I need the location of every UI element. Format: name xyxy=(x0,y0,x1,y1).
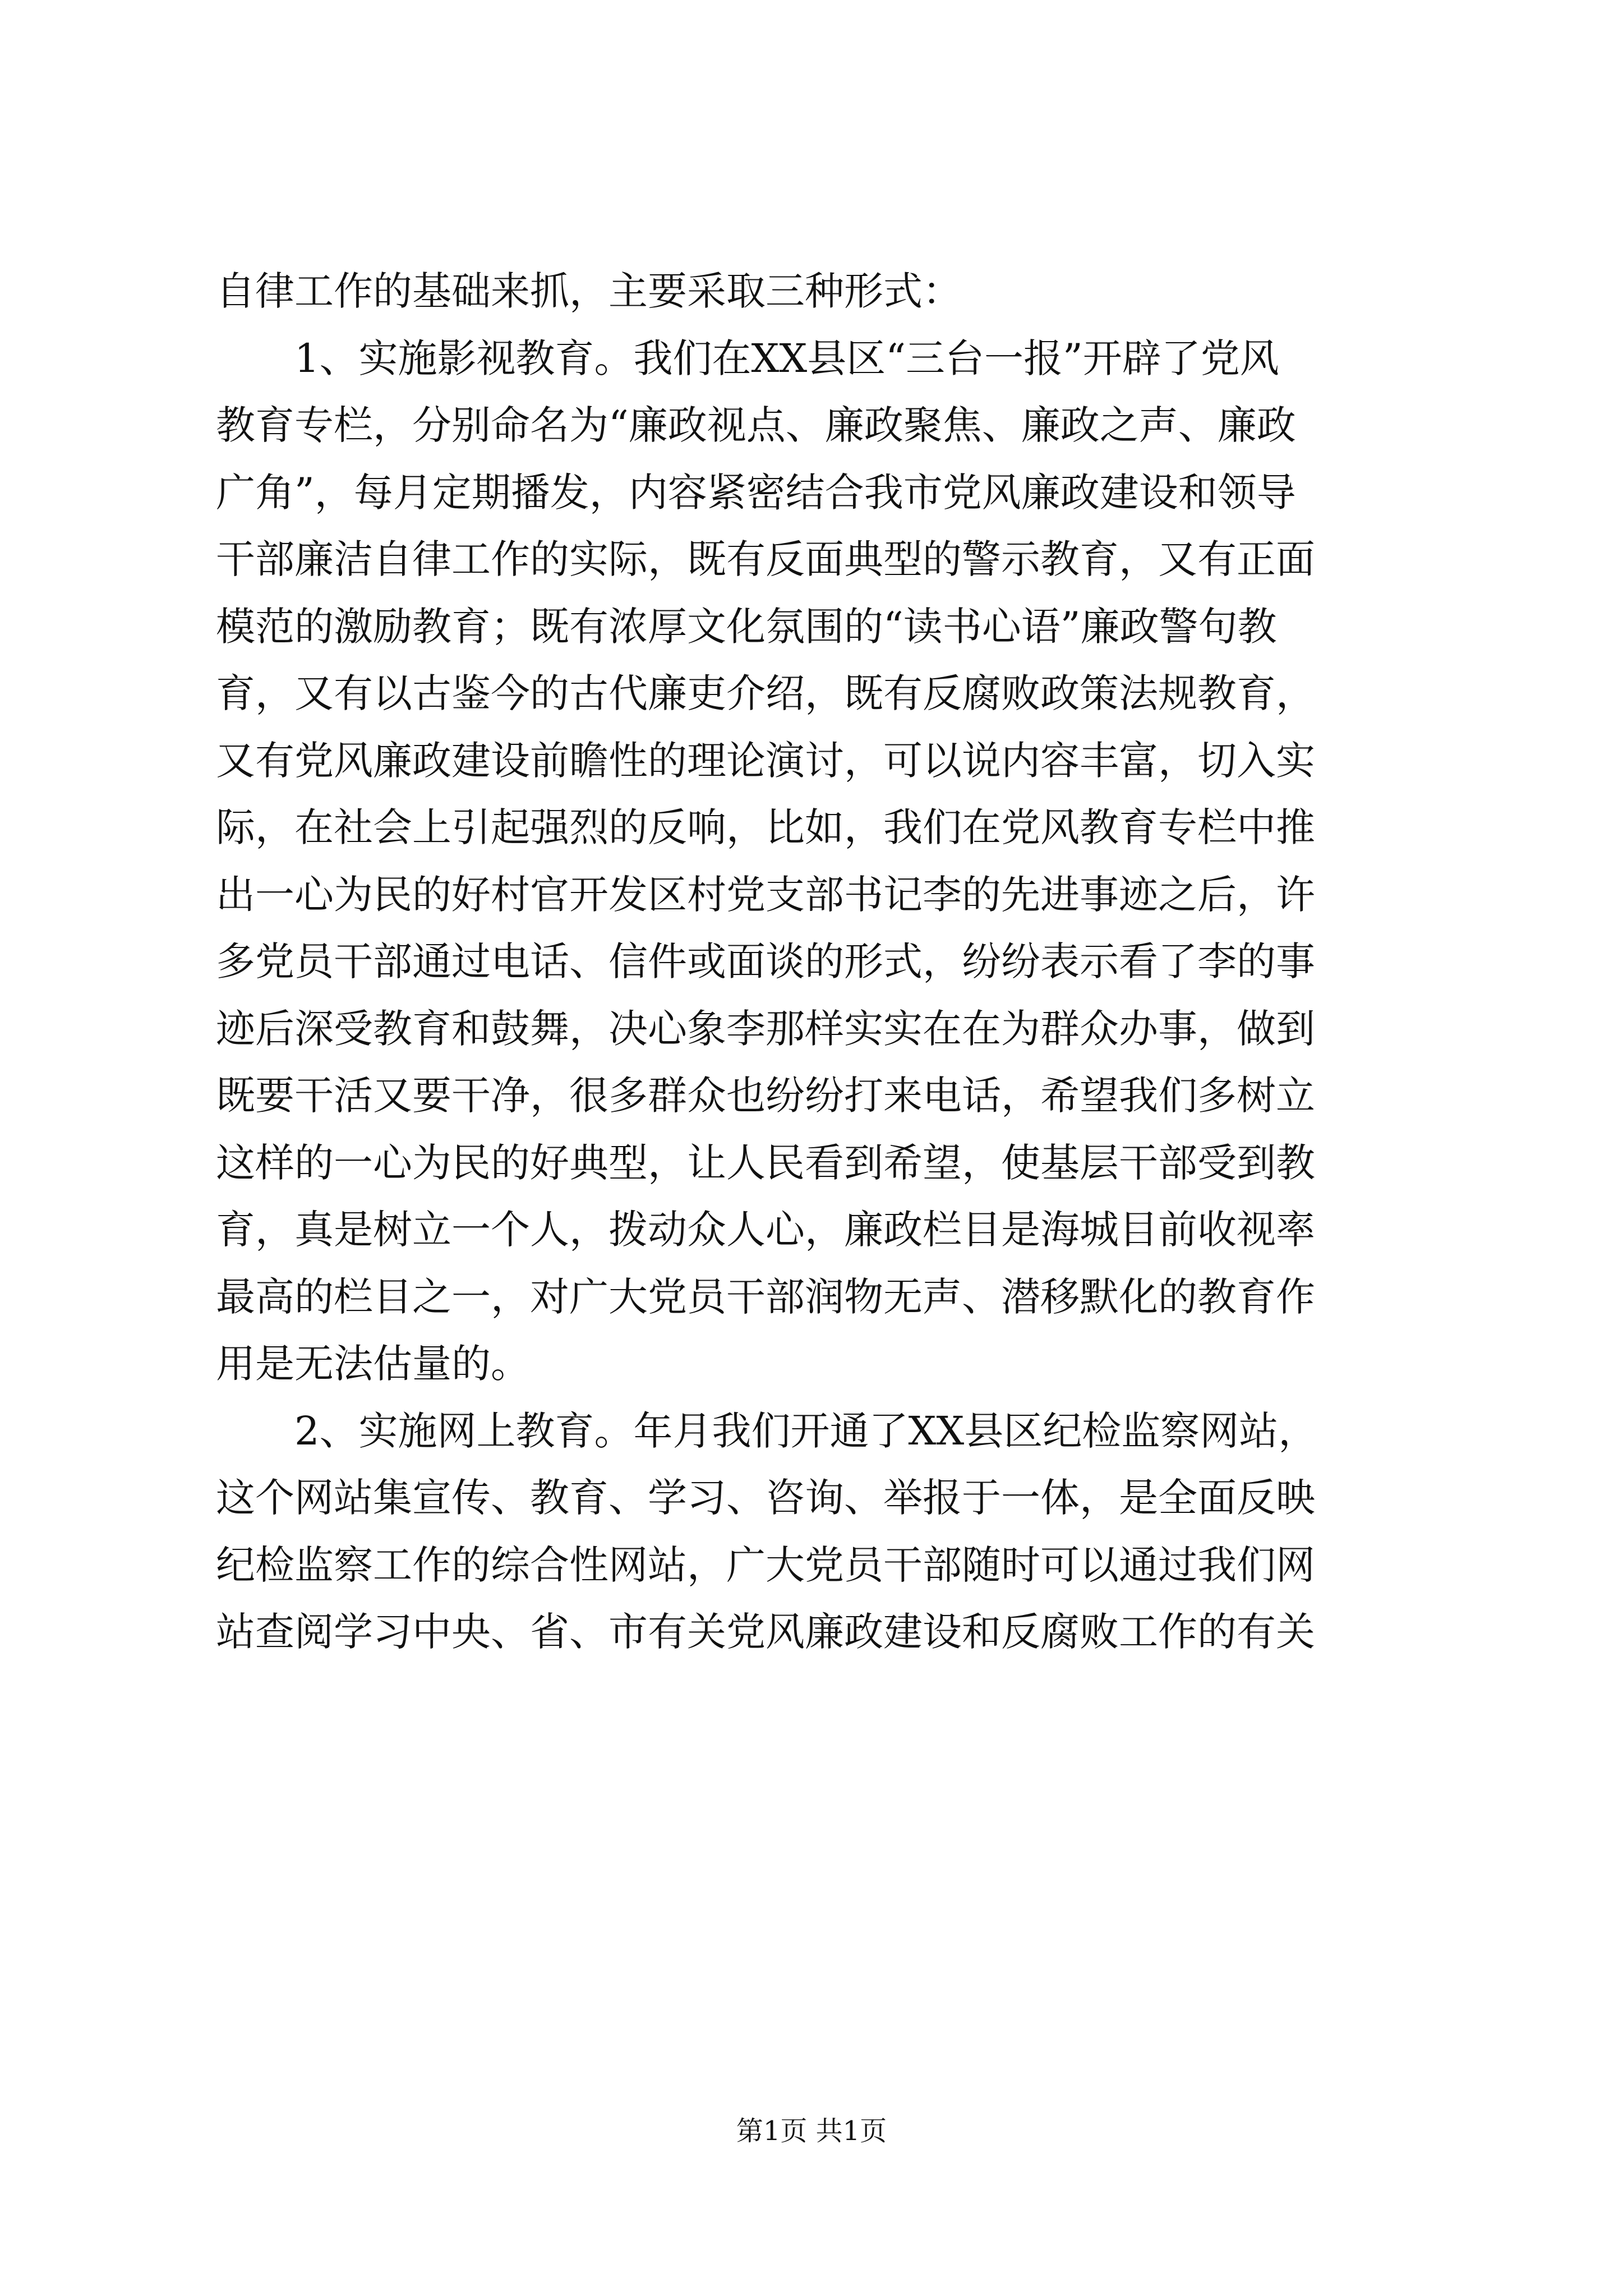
document-body xyxy=(216,258,1410,1666)
text-line: 这样的一心为民的好典型，让人民看到希望，使基层干部受到教 xyxy=(216,1139,1315,1186)
text-line: 育，真是树立一个人，拨动众人心，廉政栏目是海城目前收视率 xyxy=(216,1207,1315,1253)
text-line: 迹后深受教育和鼓舞，决心象李那样实实在在为群众办事，做到 xyxy=(216,1005,1315,1052)
text-line: 教育专栏，分别命名为“廉政视点、廉政聚焦、廉政之声、廉政 xyxy=(216,402,1296,448)
text-line: 际，在社会上引起强烈的反响，比如，我们在党风教育专栏中推 xyxy=(216,804,1315,850)
text-line: 2、实施网上教育。年月我们开通了XX县区纪检监察网站， xyxy=(216,1407,1318,1454)
text-line: 1、实施影视教育。我们在XX县区“三台一报”开辟了党风 xyxy=(216,335,1279,381)
page-footer xyxy=(0,2109,1623,2148)
text-line: 多党员干部通过电话、信件或面谈的形式，纷纷表示看了李的事 xyxy=(216,938,1315,984)
text-line: 站查阅学习中央、省、市有关党风廉政建设和反腐败工作的有关 xyxy=(216,1609,1315,1655)
text-line: 广角”，每月定期播发，内容紧密结合我市党风廉政建设和领导 xyxy=(216,469,1296,516)
text-line: 最高的栏目之一，对广大党员干部润物无声、潜移默化的教育作 xyxy=(216,1273,1315,1320)
text-line: 模范的激励教育；既有浓厚文化氛围的“读书心语”廉政警句教 xyxy=(216,603,1277,650)
text-line: 又有党风廉政建设前瞻性的理论演讨，可以说内容丰富，切入实 xyxy=(216,737,1315,784)
page-number-label: 第1页 共1页 xyxy=(736,2115,887,2147)
text-line: 自律工作的基础来抓，主要采取三种形式： xyxy=(216,268,962,314)
text-line: 用是无法估量的。 xyxy=(216,1341,530,1387)
text-line: 既要干活又要干净，很多群众也纷纷打来电话，希望我们多树立 xyxy=(216,1073,1315,1119)
text-line: 干部廉洁自律工作的实际，既有反面典型的警示教育，又有正面 xyxy=(216,536,1315,582)
text-line: 育，又有以古鉴今的古代廉吏介绍，既有反腐败政策法规教育， xyxy=(216,670,1315,716)
text-line: 纪检监察工作的综合性网站，广大党员干部随时可以通过我们网 xyxy=(216,1542,1315,1588)
text-line: 这个网站集宣传、教育、学习、咨询、举报于一体，是全面反映 xyxy=(216,1475,1315,1521)
text-line: 出一心为民的好村官开发区村党支部书记李的先进事迹之后，许 xyxy=(216,871,1315,918)
